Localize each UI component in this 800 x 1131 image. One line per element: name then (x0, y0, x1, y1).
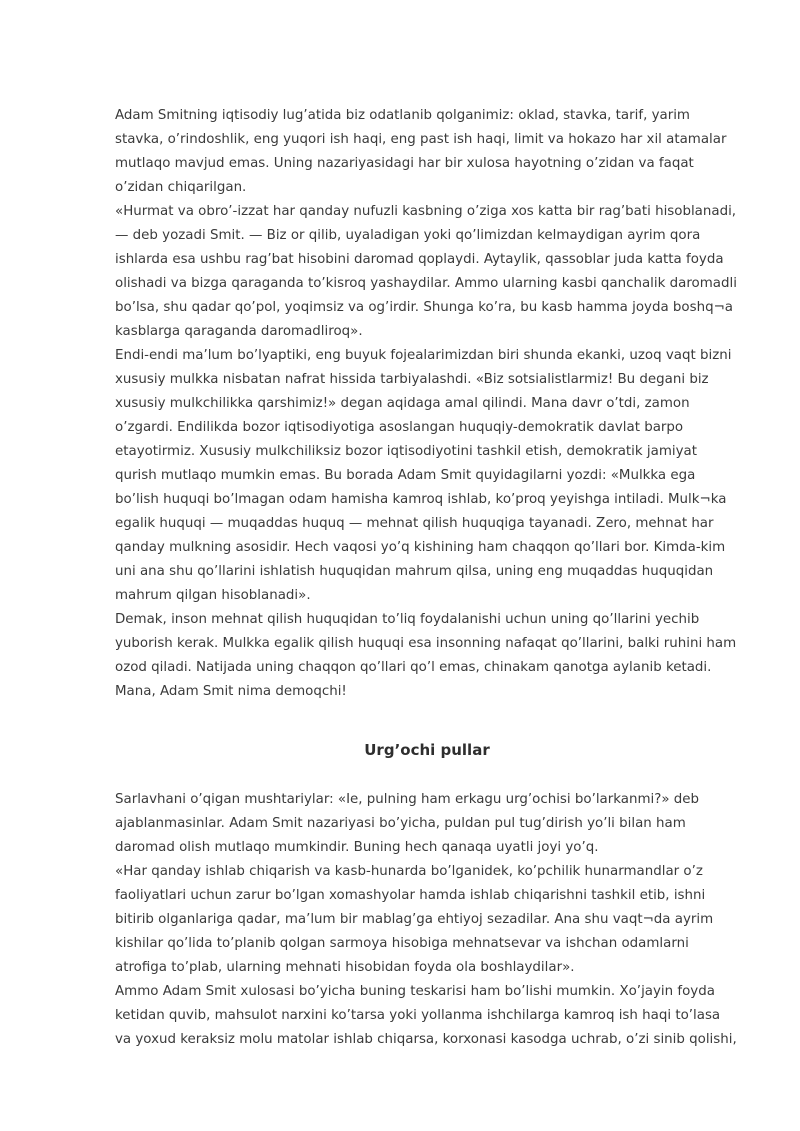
paragraph: Demak, inson mehnat qilish huquqidan to’liq foydalanishi uchun uning qo’llarini yechib yuborish kerak. Mulkka egalik qilish huquqi esa insonning nafaqat qo’llarini, balki ruhini ham ozod qiladi. Natijada uning chaqqon qo’llari qo’l emas, chinakam qanotga aylanib ketadi. Mana, Adam Smit nima demoqchi! (115, 612, 737, 699)
paragraph: Endi-endi ma’lum bo’lyaptiki, eng buyuk fojealarimizdan biri shunda ekanki, uzoq vaqt bizni xususiy mulkka nisbatan nafrat hissida tarbiyalashdi. «Biz sotsialistlarmiz! Bu degani biz xususiy mulkchilikka qarshimiz!» degan aqidaga amal qilindi. Mana davr o’tdi, zamon o’zgardi. Endilikda bozor iqtisodiyotiga asoslangan huquqiy-demokratik davlat barpo etayotirmiz. Xususiy mulkchiliksiz bozor iqtisodiyotini tashkil etish, demokratik jamiyat qurish mutlaqo mumkin emas. Bu borada Adam Smit quyidagilarni yozdi: «Mulkka ega bo’lish huquqi bo’lmagan odam hamisha kamroq ishlab, ko’proq yeyishga intiladi. Mulk¬ka egalik huquqi — muqaddas huquq — mehnat qilish huquqiga tayanadi. Zero, mehnat har qanday mulkning asosidir. Hech vaqosi yo’q kishining ham chaqqon qo’llari bor. Kimda-kim uni ana shu qo’llarini ishlatish huquqidan mahrum qilsa, uning eng muqaddas huquqidan mahrum qilgan hisoblanadi». (115, 348, 732, 603)
paragraph: Sarlavhani o’qigan mushtariylar: «Ie, pulning ham erkagu urg’ochisi bo’larkanmi?» deb ajablanmasinlar. Adam Smit nazariyasi bo’yicha, puldan pul tug’dirish yo’li bilan ham daromad olish mutlaqo mumkindir. Buning hech qanaqa uyatli joyi yo’q. (115, 792, 700, 855)
paragraph: «Har qanday ishlab chiqarish va kasb-hunarda bo’lganidek, ko’pchilik hunarmandlar o’z faoliyatlari uchun zarur bo’lgan xomashyolar hamda ishlab chiqarishni tashkil etib, ishni bitirib olganlariga qadar, ma’lum bir mablag’ga ehtiyoj sezadilar. Ana shu vaqt¬da ayrim kishilar qo’lida to’planib qolgan sarmoya hisobiga mehnatsevar va ishchan odamlarni atrofiga to’plab, ularning mehnati hisobidan foyda ola boshlaydilar». (115, 864, 714, 975)
section-urgochi-pullar (115, 788, 739, 1052)
paragraph: «Hurmat va obro’-izzat har qanday nufuzli kasbning o’ziga xos katta bir rag’bati hisoblanadi, — deb yozadi Smit. — Biz or qilib, uyaladigan yoki qo’limizdan kelmaydigan ayrim qora ishlarda esa ushbu rag’bat hisobini daromad qoplaydi. Aytaylik, qassoblar juda katta foyda olishadi va bizga qaraganda to’kisroq yashaydilar. Ammo ularning kasbi qanchalik daromadli bo’lsa, shu qadar qo’pol, yoqimsiz va og’irdir. Shunga ko’ra, bu kasb hamma joyda boshq¬a kasblarga qaraganda daromadliroq». (115, 204, 737, 339)
paragraph: Ammo Adam Smit xulosasi bo’yicha buning teskarisi ham bo’lishi mumkin. Xo’jayin foyda ketidan quvib, mahsulot narxini ko’tarsa yoki yollanma ishchilarga kamroq ish haqi to’lasa va yoxud keraksiz molu matolar ishlab chiqarsa, korxonasi kasodga uchrab, o’zi sinib qolishi, (115, 984, 737, 1047)
document-page (115, 104, 739, 1052)
paragraph: Adam Smitning iqtisodiy lug’atida biz odatlanib qolganimiz: oklad, stavka, tarif, yarim stavka, o’rindoshlik, eng yuqori ish haqi, eng past ish haqi, limit va hokazo har xil atamalar mutlaqo mavjud emas. Uning nazariyasidagi har bir xulosa hayotning o’zidan va faqat o’zidan chiqarilgan. (115, 108, 727, 195)
section-intro (115, 104, 739, 704)
section-heading: Urg’ochi pullar (364, 741, 490, 759)
